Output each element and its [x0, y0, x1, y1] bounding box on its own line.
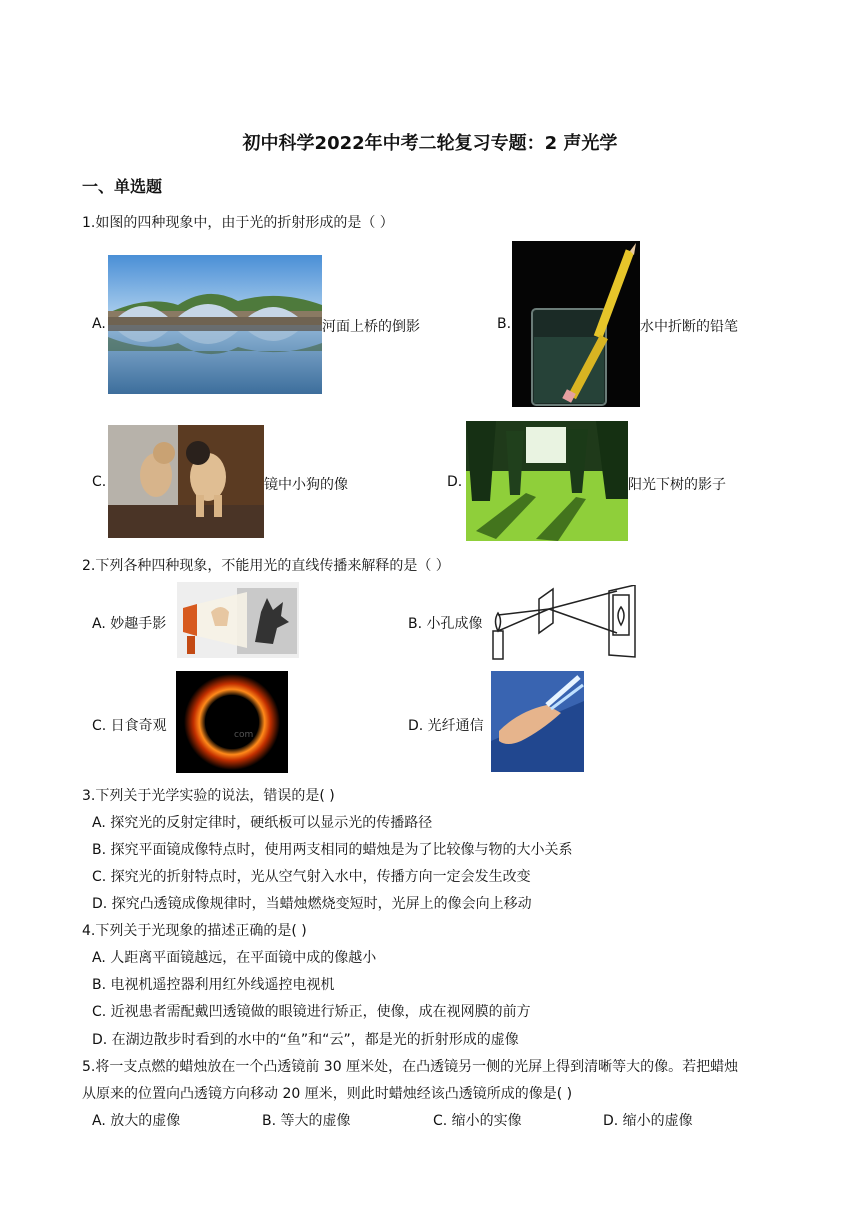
q5-option-b: B. 等大的虚像: [262, 1113, 351, 1129]
q3-option-d: D. 探究凸透镜成像规律时，当蜡烛燃烧变短时，光屏上的像会向上移动: [92, 896, 532, 912]
q1-option-d-letter: D.: [447, 474, 463, 490]
question-2-stem: 2.下列各种四种现象，不能用光的直线传播来解释的是（ ）: [82, 558, 450, 574]
question-1-stem: 1.如图的四种现象中，由于光的折射形成的是（ ）: [82, 215, 394, 231]
q1-option-a-letter: A.: [92, 316, 106, 332]
question-5-stem-line2: 从原来的位置向凸透镜方向移动 20 厘米，则此时蜡烛经该凸透镜所成的像是( ): [82, 1086, 573, 1102]
solar-eclipse-image: [176, 671, 288, 773]
pinhole-camera-image: [489, 585, 641, 663]
q5-option-c: C. 缩小的实像: [433, 1113, 522, 1129]
q1-option-b-letter: B.: [497, 316, 512, 332]
q1-option-c-text: 镜中小狗的像: [264, 477, 348, 493]
hand-shadow-image: [177, 582, 299, 658]
question-3-stem: 3.下列关于光学实验的说法，错误的是( ): [82, 788, 335, 804]
q4-option-d: D. 在湖边散步时看到的水中的“鱼”和“云”，都是光的折射形成的虚像: [92, 1032, 519, 1048]
page-title: 初中科学2022年中考二轮复习专题：2 声光学: [242, 133, 618, 154]
question-5-stem-line1: 5.将一支点燃的蜡烛放在一个凸透镜前 30 厘米处，在凸透镜另一侧的光屏上得到清晰等大的像。若把蜡烛: [82, 1059, 739, 1075]
q4-option-a: A. 人距离平面镜越远，在平面镜中成的像越小: [92, 950, 377, 966]
q2-option-d: D. 光纤通信: [408, 718, 484, 734]
q3-option-a: A. 探究光的反射定律时，硬纸板可以显示光的传播路径: [92, 815, 433, 831]
bridge-reflection-image: [108, 255, 322, 394]
q2-option-a: A. 妙趣手影: [92, 616, 167, 632]
section-heading: 一、单选题: [82, 177, 163, 196]
watermark-text: com: [234, 730, 254, 740]
q1-option-c-letter: C.: [92, 474, 107, 490]
q2-option-c: C. 日食奇观: [92, 718, 167, 734]
q4-option-c: C. 近视患者需配戴凹透镜做的眼镜进行矫正，使像，成在视网膜的前方: [92, 1004, 531, 1020]
q3-option-c: C. 探究光的折射特点时，光从空气射入水中，传播方向一定会发生改变: [92, 869, 531, 885]
q5-option-a: A. 放大的虚像: [92, 1113, 181, 1129]
q5-option-d: D. 缩小的虚像: [603, 1113, 693, 1129]
dog-mirror-image: [108, 425, 264, 538]
q1-option-b-text: 水中折断的铅笔: [640, 319, 738, 335]
q2-option-b: B. 小孔成像: [408, 616, 483, 632]
q1-option-a-text: 河面上桥的倒影: [322, 319, 420, 335]
question-4-stem: 4.下列关于光现象的描述正确的是( ): [82, 923, 307, 939]
q1-option-d-text: 阳光下树的影子: [628, 477, 726, 493]
tree-shadows-image: [466, 421, 628, 541]
q3-option-b: B. 探究平面镜成像特点时，使用两支相同的蜡烛是为了比较像与物的大小关系: [92, 842, 573, 858]
optical-fiber-image: [491, 671, 584, 772]
pencil-in-water-image: [512, 241, 640, 407]
q4-option-b: B. 电视机遥控器利用红外线遥控电视机: [92, 977, 335, 993]
